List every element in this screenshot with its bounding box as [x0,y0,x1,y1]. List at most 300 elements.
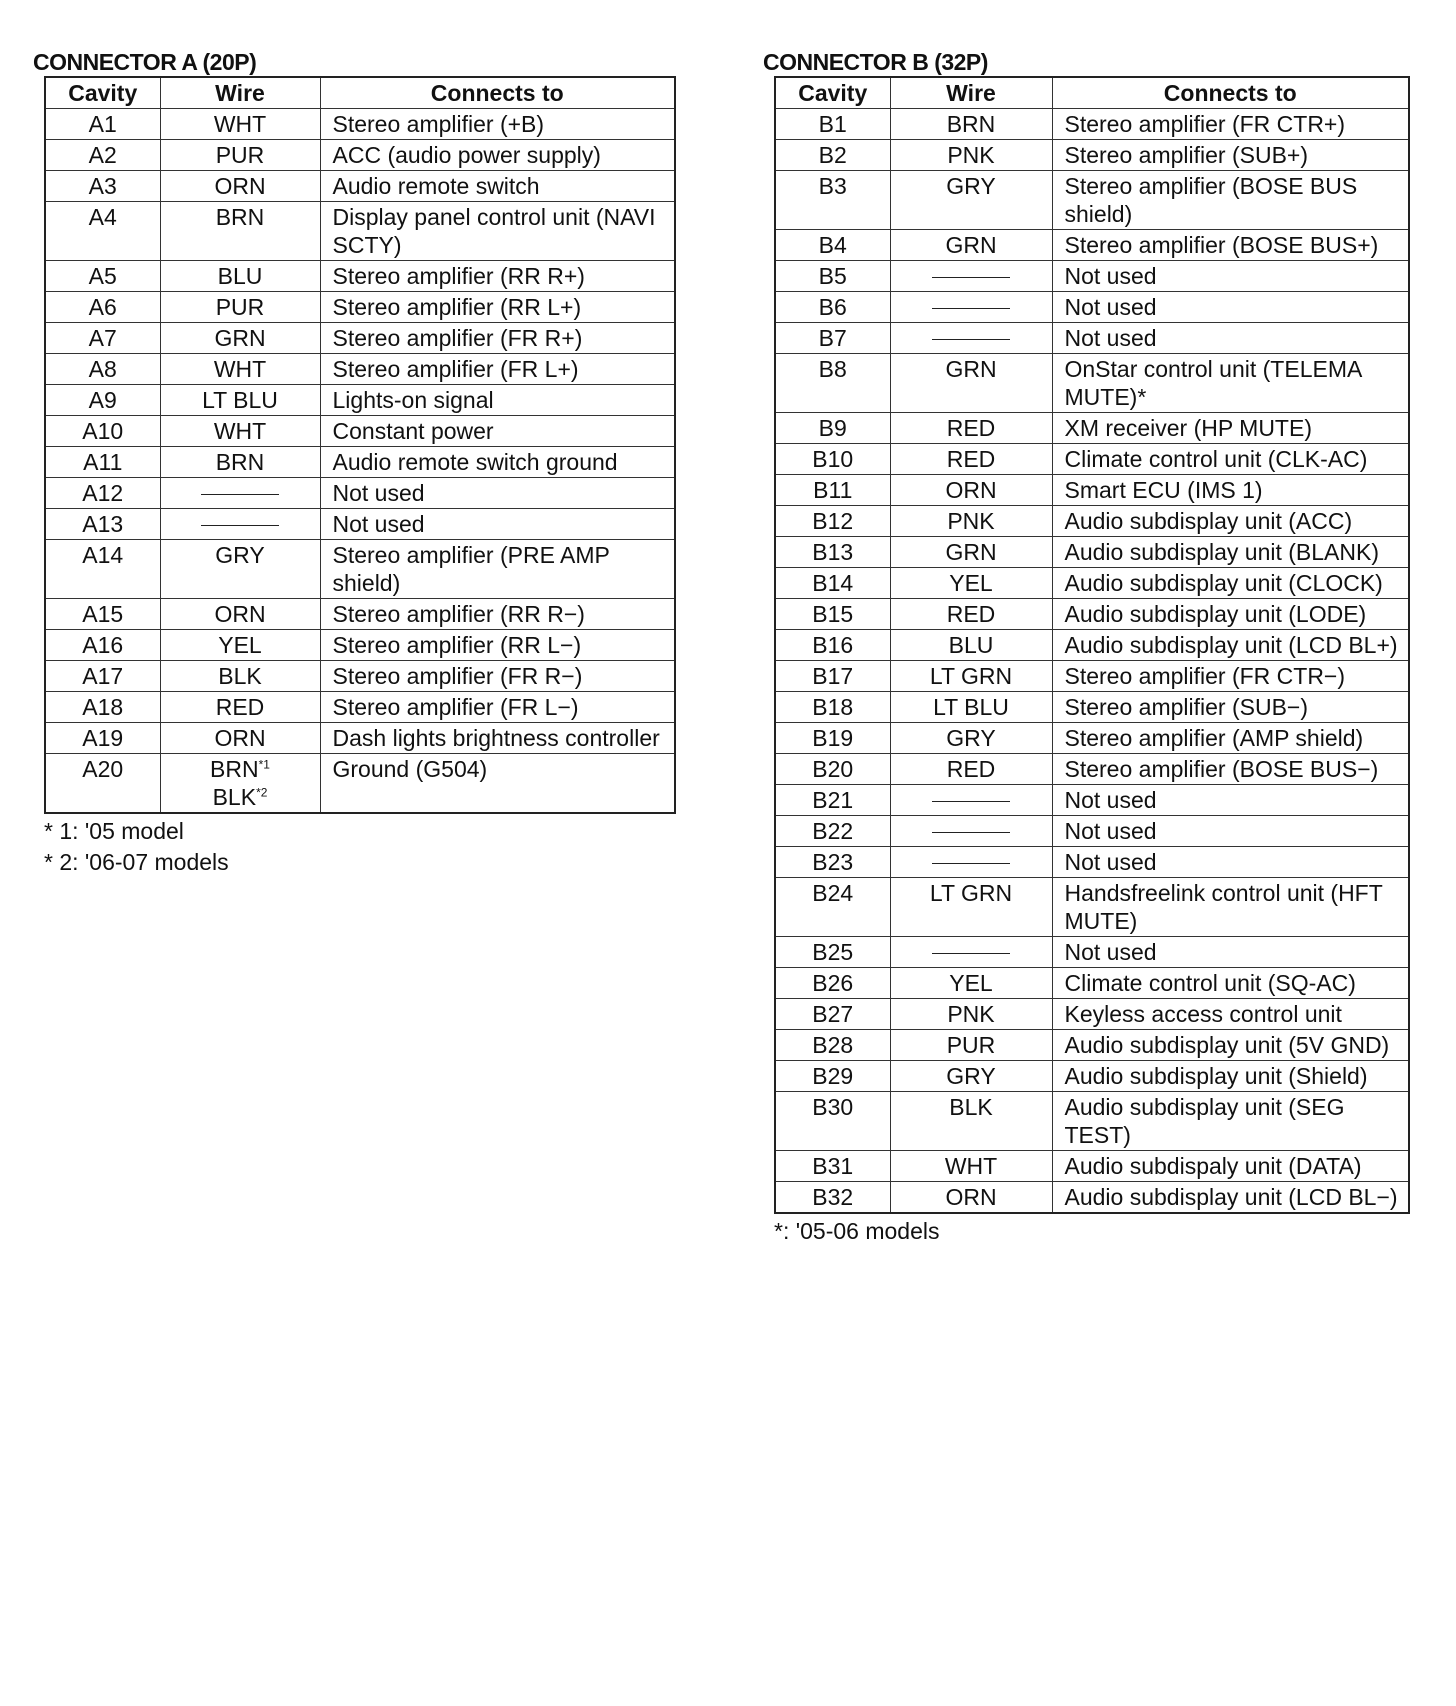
wire-color [895,538,1048,566]
wire-color [165,324,316,352]
wire-cell [890,816,1052,847]
connects-to-cell: Stereo amplifier (BOSE BUS+) [1052,230,1409,261]
connects-to-cell: Stereo amplifier (+B) [320,109,675,140]
wire-cell [890,661,1052,692]
wire-color [895,1152,1048,1180]
table-row [45,723,675,754]
wire-cell [160,292,320,323]
unused-dash [201,525,279,526]
wire-cell [160,723,320,754]
wire-color-text: GRN [945,232,997,258]
table-row [45,140,675,171]
connects-to-cell: Smart ECU (IMS 1) [1052,475,1409,506]
connects-to-header: Connects to [1052,77,1409,109]
unused-dash [201,494,279,495]
wire-color-text: RED [946,601,996,627]
wire-cell [890,968,1052,999]
wire-cell [890,878,1052,937]
cavity-cell: B24 [775,878,890,937]
connects-to-cell: Stereo amplifier (BOSE BUS shield) [1052,171,1409,230]
connects-to-cell: Stereo amplifier (SUB−) [1052,692,1409,723]
table-row [775,475,1409,506]
wire-color [895,1183,1048,1211]
connects-to-cell: Ground (G504) [320,754,675,814]
wire-color [165,448,316,476]
unused-dash [932,953,1010,954]
wire-color-text: BRN [210,756,259,782]
wire-color [895,507,1048,535]
connects-to-cell: Keyless access control unit [1052,999,1409,1030]
cavity-cell: B9 [775,413,890,444]
cavity-cell: A18 [45,692,160,723]
connects-to-header: Connects to [320,77,675,109]
connects-to-cell: Handsfreelink control unit (HFT MUTE) [1052,878,1409,937]
cavity-cell: A2 [45,140,160,171]
wire-cell [890,537,1052,568]
cavity-cell: A7 [45,323,160,354]
cavity-cell: B31 [775,1151,890,1182]
cavity-cell: B23 [775,847,890,878]
cavity-cell: B10 [775,444,890,475]
cavity-cell: A17 [45,661,160,692]
table-row [775,537,1409,568]
wire-color-text: GRY [946,725,996,751]
wire-color [895,172,1048,200]
wire-color [165,110,316,138]
wire-cell [160,754,320,814]
wire-cell [890,1030,1052,1061]
wire-cell [160,140,320,171]
unused-dash [932,863,1010,864]
cavity-cell: B25 [775,937,890,968]
connects-to-cell: Not used [1052,261,1409,292]
cavity-cell: B14 [775,568,890,599]
wire-color-text: ORN [214,601,266,627]
unused-dash [932,339,1010,340]
wire-color-text: ORN [945,477,997,503]
wire-color-text: GRY [946,1063,996,1089]
connects-to-cell: Audio subdisplay unit (SEG TEST) [1052,1092,1409,1151]
connector-a-title: CONNECTOR A (20P) [33,49,257,75]
wire-cell [890,630,1052,661]
table-row [775,937,1409,968]
connects-to-cell: Stereo amplifier (PRE AMP shield) [320,540,675,599]
wire-color [165,262,316,290]
wire-color-text: WHT [944,1153,998,1179]
table-row [45,261,675,292]
wire-color [895,1062,1048,1090]
wire-color [895,600,1048,628]
wire-color-text: LT BLU [933,694,1009,720]
wire-cell [890,354,1052,413]
wire-color-text: RED [946,756,996,782]
table-row [45,447,675,478]
cavity-cell: B7 [775,323,890,354]
cavity-cell: B11 [775,475,890,506]
wire-color-text: BRN [215,449,265,475]
wire-color-text: YEL [949,570,993,596]
footnote-marker: *2 [256,785,268,800]
wire-cell [160,599,320,630]
connects-to-cell: Stereo amplifier (FR R+) [320,323,675,354]
cavity-cell: A10 [45,416,160,447]
wire-color [895,969,1048,997]
table-row [775,323,1409,354]
cavity-cell: B4 [775,230,890,261]
table-row [45,385,675,416]
wire-cell [160,540,320,599]
connects-to-cell: Not used [1052,847,1409,878]
cavity-header: Cavity [775,77,890,109]
wire-cell [890,230,1052,261]
wire-color-text: BRN [946,111,996,137]
connects-to-cell: Display panel control unit (NAVI SCTY) [320,202,675,261]
connects-to-cell: Stereo amplifier (RR L−) [320,630,675,661]
connector-b-table [774,76,1410,1214]
connects-to-cell: Stereo amplifier (AMP shield) [1052,723,1409,754]
cavity-cell: B30 [775,1092,890,1151]
wire-cell [890,1061,1052,1092]
cavity-cell: B6 [775,292,890,323]
connects-to-cell: Stereo amplifier (RR R+) [320,261,675,292]
connects-to-cell: Not used [1052,323,1409,354]
table-row [775,109,1409,140]
connects-to-cell: Audio subdisplay unit (ACC) [1052,506,1409,537]
footnote-marker: *1 [258,757,270,772]
connector-b-section [763,48,1419,1247]
wire-cell [890,323,1052,354]
wire-color [895,662,1048,690]
connects-to-cell: Stereo amplifier (FR CTR−) [1052,661,1409,692]
unused-dash [932,801,1010,802]
connects-to-cell: Stereo amplifier (RR R−) [320,599,675,630]
wire-color [165,600,316,628]
connects-to-cell: Not used [1052,816,1409,847]
connects-to-cell: Constant power [320,416,675,447]
table-row [775,661,1409,692]
cavity-header: Cavity [45,77,160,109]
wire-cell [890,109,1052,140]
connector-b-title: CONNECTOR B (32P) [763,49,988,75]
cavity-cell: A16 [45,630,160,661]
wire-color [895,141,1048,169]
wire-color [895,569,1048,597]
wire-header: Wire [160,77,320,109]
table-row [45,323,675,354]
footnote: * 2: '06-07 models [44,849,229,875]
table-row [775,230,1409,261]
wire-cell [890,171,1052,230]
wire-color-text: WHT [213,111,267,137]
connects-to-cell: ACC (audio power supply) [320,140,675,171]
wire-color [895,693,1048,721]
wire-color [895,355,1048,383]
wire-color-text: PNK [947,1001,995,1027]
cavity-cell: B18 [775,692,890,723]
wire-cell [160,323,320,354]
wire-cell [160,385,320,416]
table-row [775,1030,1409,1061]
cavity-cell: B20 [775,754,890,785]
table-row [775,847,1409,878]
cavity-cell: A11 [45,447,160,478]
table-row [45,202,675,261]
cavity-cell: A20 [45,754,160,814]
connects-to-cell: Stereo amplifier (SUB+) [1052,140,1409,171]
connects-to-cell: Stereo amplifier (FR CTR+) [1052,109,1409,140]
wire-cell [890,847,1052,878]
unused-dash [932,832,1010,833]
wire-cell [160,630,320,661]
wire-color-text: ORN [214,725,266,751]
cavity-cell: A5 [45,261,160,292]
connects-to-cell: Stereo amplifier (RR L+) [320,292,675,323]
wire-cell [890,475,1052,506]
table-row [775,354,1409,413]
wire-color [895,1031,1048,1059]
wire-cell [890,1092,1052,1151]
wire-color-text: LT GRN [929,663,1013,689]
wire-color-text: GRY [946,173,996,199]
wire-color [895,414,1048,442]
wire-cell [160,509,320,540]
table-row [775,692,1409,723]
table-row [775,754,1409,785]
wire-color-text: WHT [213,418,267,444]
wire-color-text: ORN [945,1184,997,1210]
wire-color-text: GRN [945,539,997,565]
wire-cell [160,416,320,447]
cavity-cell: B12 [775,506,890,537]
table-row [775,816,1409,847]
connects-to-cell: Audio subdisplay unit (BLANK) [1052,537,1409,568]
connects-to-cell: Not used [320,478,675,509]
table-row [45,630,675,661]
cavity-cell: B19 [775,723,890,754]
wire-cell [890,292,1052,323]
wire-color [165,386,316,414]
connects-to-cell: Audio subdisplay unit (LCD BL+) [1052,630,1409,661]
wire-color-text: RED [946,415,996,441]
table-row [775,292,1409,323]
connects-to-cell: Audio subdisplay unit (CLOCK) [1052,568,1409,599]
wire-color-text: PNK [947,508,995,534]
cavity-cell: B16 [775,630,890,661]
cavity-cell: A19 [45,723,160,754]
wire-color [165,141,316,169]
footnote: * 1: '05 model [44,818,184,844]
connects-to-cell: Not used [1052,785,1409,816]
table-row [45,171,675,202]
connects-to-cell: Not used [320,509,675,540]
wire-color [165,355,316,383]
wire-color [165,662,316,690]
cavity-cell: A6 [45,292,160,323]
table-row [775,1182,1409,1214]
wire-color-text: RED [946,446,996,472]
wire-header: Wire [890,77,1052,109]
table-row [775,140,1409,171]
table-row [45,509,675,540]
connects-to-cell: Not used [1052,937,1409,968]
cavity-cell: B5 [775,261,890,292]
wire-cell [890,568,1052,599]
table-row [775,1151,1409,1182]
table-row [775,723,1409,754]
wire-color [165,755,316,783]
wire-cell [890,599,1052,630]
wire-color-text: YEL [949,970,993,996]
wire-color [165,724,316,752]
wire-cell [160,171,320,202]
wire-cell [890,140,1052,171]
table-row [45,109,675,140]
wire-color [895,476,1048,504]
connects-to-cell: Audio subdisplay unit (LODE) [1052,599,1409,630]
wire-cell [160,202,320,261]
wire-cell [890,1182,1052,1214]
table-header-row [775,77,1409,109]
table-row [45,599,675,630]
cavity-cell: B22 [775,816,890,847]
table-row [775,261,1409,292]
connects-to-cell: Audio remote switch [320,171,675,202]
cavity-cell: B8 [775,354,890,413]
wire-color [165,631,316,659]
wire-color [165,541,316,569]
table-row [775,568,1409,599]
wire-cell [160,109,320,140]
cavity-cell: A14 [45,540,160,599]
cavity-cell: B1 [775,109,890,140]
wire-cell [890,413,1052,444]
cavity-cell: A15 [45,599,160,630]
wire-cell [160,447,320,478]
connects-to-cell: Not used [1052,292,1409,323]
table-row [775,878,1409,937]
cavity-cell: B29 [775,1061,890,1092]
unused-dash [932,308,1010,309]
wire-color-text: BLK [212,784,257,810]
wire-color [895,1000,1048,1028]
table-row [775,630,1409,661]
wire-color [895,631,1048,659]
wire-color [165,293,316,321]
cavity-cell: B28 [775,1030,890,1061]
wire-color-text: PNK [947,142,995,168]
wire-cell [160,261,320,292]
cavity-cell: B21 [775,785,890,816]
wire-cell [890,723,1052,754]
wire-color [895,110,1048,138]
wire-color [165,172,316,200]
table-row [775,506,1409,537]
table-row [775,999,1409,1030]
wire-color-alt [165,783,316,811]
wire-color-text: GRN [945,356,997,382]
wire-color [895,1093,1048,1121]
table-row [775,413,1409,444]
table-row [45,292,675,323]
cavity-cell: A1 [45,109,160,140]
wire-color [895,445,1048,473]
connects-to-cell: Audio subdisplay unit (LCD BL−) [1052,1182,1409,1214]
wire-color-text: BLK [218,663,262,689]
cavity-cell: A13 [45,509,160,540]
cavity-cell: B2 [775,140,890,171]
wire-color [165,203,316,231]
wire-cell [160,354,320,385]
connects-to-cell: Dash lights brightness controller [320,723,675,754]
connector-a-table [44,76,676,814]
connects-to-cell: Lights-on signal [320,385,675,416]
table-header-row [45,77,675,109]
wire-cell [890,999,1052,1030]
wire-cell [890,937,1052,968]
cavity-cell: B3 [775,171,890,230]
cavity-cell: B26 [775,968,890,999]
wire-cell [160,661,320,692]
connects-to-cell: Climate control unit (SQ-AC) [1052,968,1409,999]
wire-color-text: BLU [948,632,994,658]
wire-cell [890,754,1052,785]
wire-cell [160,692,320,723]
wire-color-text: PUR [215,142,265,168]
table-row [775,599,1409,630]
connects-to-cell: Audio remote switch ground [320,447,675,478]
connects-to-cell: Climate control unit (CLK-AC) [1052,444,1409,475]
wire-color-text: YEL [218,632,262,658]
connects-to-cell: Stereo amplifier (FR L−) [320,692,675,723]
wire-color-text: WHT [213,356,267,382]
wire-color-text: ORN [214,173,266,199]
table-row [45,540,675,599]
wire-cell [890,261,1052,292]
cavity-cell: B17 [775,661,890,692]
cavity-cell: A3 [45,171,160,202]
unused-dash [932,277,1010,278]
connects-to-cell: Stereo amplifier (BOSE BUS−) [1052,754,1409,785]
wire-cell [890,692,1052,723]
footnote: *: '05-06 models [774,1218,940,1244]
wire-color-text: LT GRN [929,880,1013,906]
table-row [45,754,675,814]
table-row [45,354,675,385]
table-row [775,444,1409,475]
cavity-cell: A8 [45,354,160,385]
cavity-cell: A9 [45,385,160,416]
table-row [45,478,675,509]
table-row [775,1092,1409,1151]
table-row [775,968,1409,999]
cavity-cell: A12 [45,478,160,509]
connects-to-cell: Audio subdispaly unit (DATA) [1052,1151,1409,1182]
cavity-cell: B27 [775,999,890,1030]
wire-cell [890,1151,1052,1182]
connects-to-cell: Stereo amplifier (FR L+) [320,354,675,385]
wire-color-text: GRN [214,325,266,351]
wire-color-text: PUR [215,294,265,320]
table-row [45,661,675,692]
wire-color-text: BLK [949,1094,993,1120]
connects-to-cell: Stereo amplifier (FR R−) [320,661,675,692]
wire-color [165,417,316,445]
table-row [45,416,675,447]
cavity-cell: A4 [45,202,160,261]
connects-to-cell: XM receiver (HP MUTE) [1052,413,1409,444]
table-row [775,785,1409,816]
cavity-cell: B15 [775,599,890,630]
